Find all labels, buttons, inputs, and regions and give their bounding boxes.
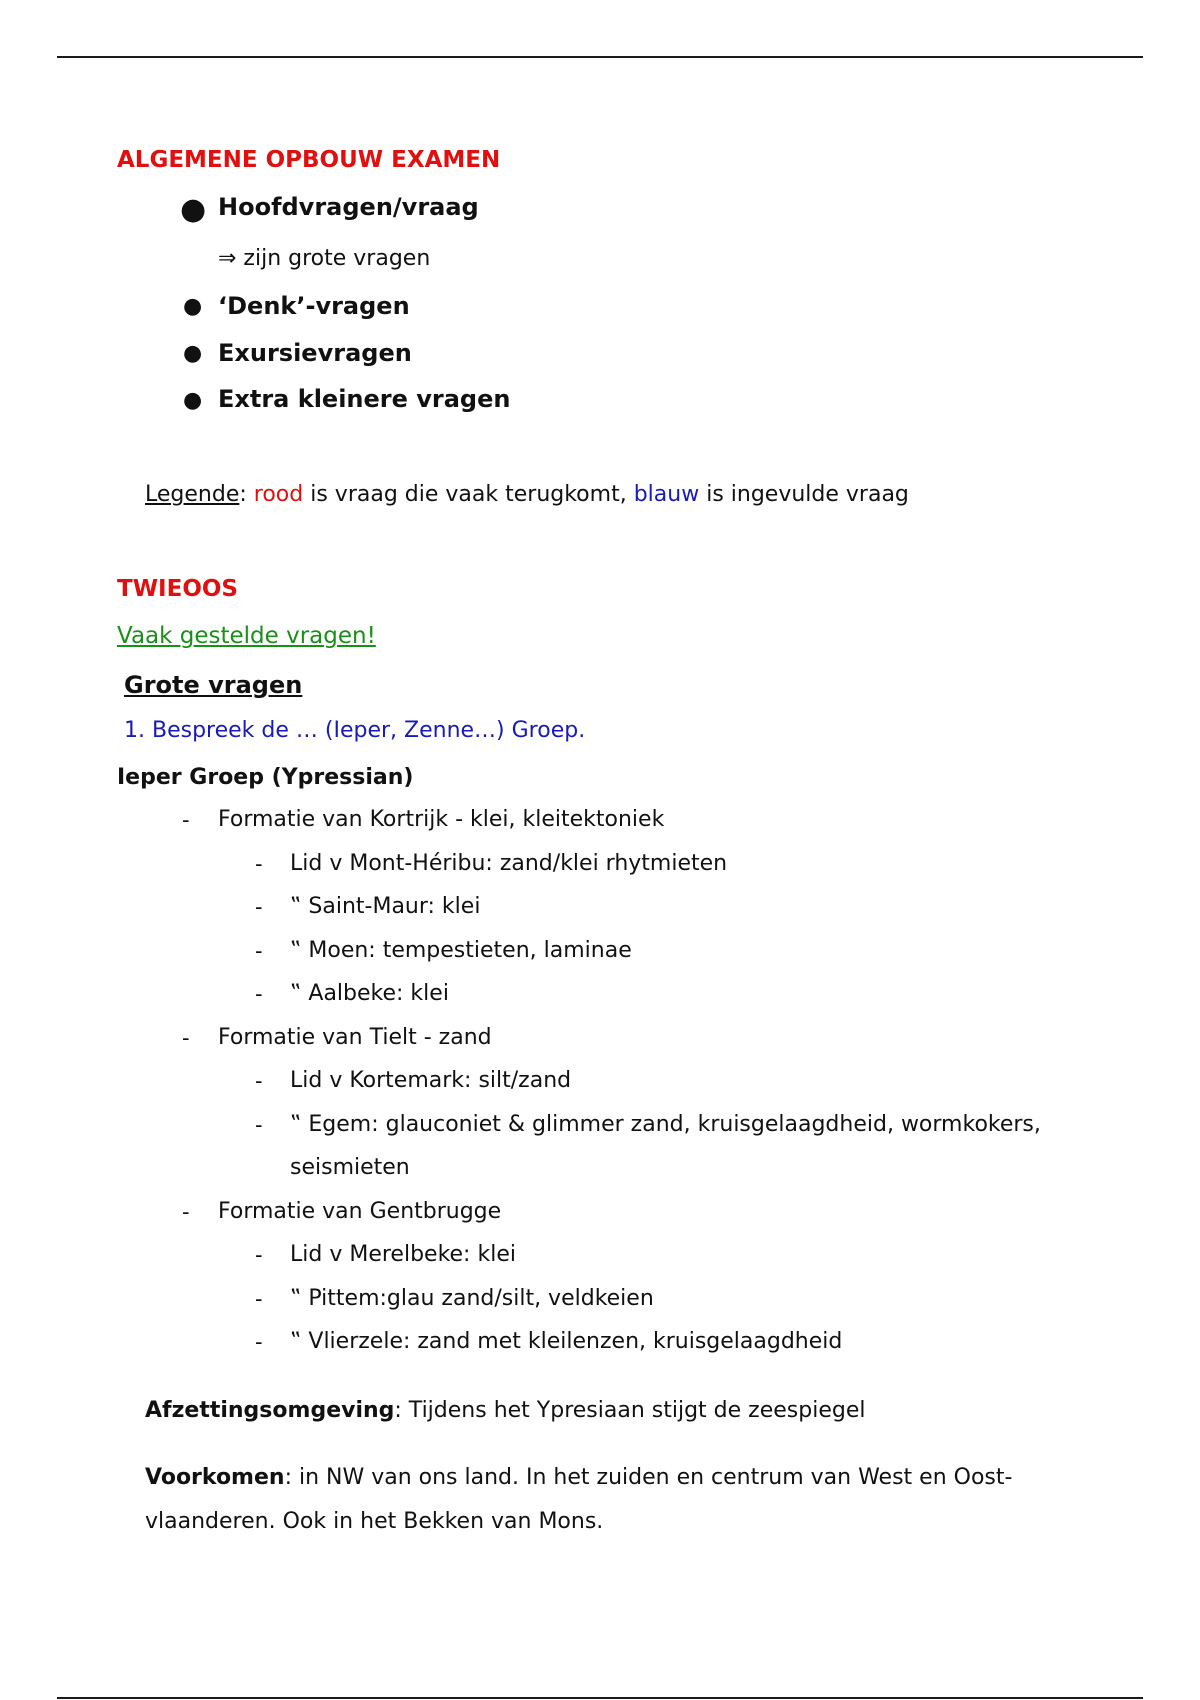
dash-marker: - — [255, 1287, 263, 1311]
bullet-icon: ● — [183, 341, 203, 366]
dash-marker: - — [255, 982, 263, 1006]
voorkomen-text-2: vlaanderen. Ook in het Bekken van Mons. — [145, 1509, 604, 1534]
item-hoofdvragen: Hoofdvragen/vraag — [218, 193, 479, 221]
formation-tielt: Formatie van Tielt - zand — [218, 1025, 492, 1050]
item-extra-vragen: Extra kleinere vragen — [218, 385, 511, 413]
section-title-twieoos: TWIEOOS — [117, 576, 238, 602]
dash-marker: - — [255, 1243, 263, 1267]
member-egem: ‟ Egem: glauconiet & glimmer zand, kruisgelaagdheid, wormkokers, — [290, 1112, 1041, 1137]
bullet-icon: ● — [180, 192, 207, 227]
formation-gentbrugge: Formatie van Gentbrugge — [218, 1199, 502, 1224]
voorkomen-line — [145, 1465, 1012, 1490]
top-rule — [57, 56, 1143, 58]
afzetting-line — [145, 1398, 865, 1423]
dash-marker: - — [255, 852, 263, 876]
member-kortemark: Lid v Kortemark: silt/zand — [290, 1068, 572, 1093]
dash-marker: - — [182, 808, 190, 832]
legend-end: is ingevulde vraag — [706, 482, 909, 507]
dash-marker: - — [182, 1200, 190, 1224]
afzetting-label: Afzettingsomgeving — [145, 1398, 395, 1423]
legend-red-word: rood — [253, 482, 304, 507]
member-aalbeke: ‟ Aalbeke: klei — [290, 981, 449, 1006]
question-1: 1. Bespreek de … (Ieper, Zenne…) Groep. — [124, 718, 586, 743]
item-exursievragen: Exursievragen — [218, 339, 412, 367]
legend-blue-word: blauw — [633, 482, 700, 507]
member-moen: ‟ Moen: tempestieten, laminae — [290, 938, 632, 963]
heading-grote-vragen: Grote vragen — [124, 671, 303, 699]
section-title-algemene: ALGEMENE OPBOUW EXAMEN — [117, 147, 501, 173]
afzetting-text: : Tijdens het Ypresiaan stijgt de zeespiegel — [394, 1398, 866, 1423]
member-egem-continued: seismieten — [290, 1155, 410, 1180]
legend-line — [145, 482, 909, 507]
member-saint-maur: ‟ Saint-Maur: klei — [290, 894, 481, 919]
voorkomen-text-1: : in NW van ons land. In het zuiden en centrum van West en Oost- — [284, 1465, 1013, 1490]
dash-marker: - — [255, 1069, 263, 1093]
member-pittem: ‟ Pittem:glau zand/silt, veldkeien — [290, 1286, 654, 1311]
legend-middle: is vraag die vaak terugkomt, — [310, 482, 627, 507]
member-vlierzele: ‟ Vlierzele: zand met kleilenzen, kruisgelaagdheid — [290, 1329, 843, 1354]
group-title-ieper: Ieper Groep (Ypressian) — [117, 765, 414, 790]
dash-marker: - — [182, 1026, 190, 1050]
legend-label: Legende — [145, 482, 240, 507]
item-denk-vragen: ‘Denk’-vragen — [218, 292, 410, 320]
bullet-icon: ● — [183, 388, 203, 413]
formation-kortrijk: Formatie van Kortrijk - klei, kleitektoniek — [218, 807, 665, 832]
bottom-rule — [57, 1697, 1143, 1699]
bullet-icon: ● — [183, 294, 203, 319]
subtitle-vaak-gestelde: Vaak gestelde vragen! — [117, 623, 376, 649]
item-grote-vragen-note: ⇒ zijn grote vragen — [218, 246, 431, 271]
dash-marker: - — [255, 1113, 263, 1137]
legend-colon: : — [239, 482, 247, 507]
dash-marker: - — [255, 939, 263, 963]
voorkomen-label: Voorkomen — [145, 1465, 285, 1490]
dash-marker: - — [255, 895, 263, 919]
member-mont-heribu: Lid v Mont-Héribu: zand/klei rhytmieten — [290, 851, 728, 876]
dash-marker: - — [255, 1330, 263, 1354]
member-merelbeke: Lid v Merelbeke: klei — [290, 1242, 516, 1267]
